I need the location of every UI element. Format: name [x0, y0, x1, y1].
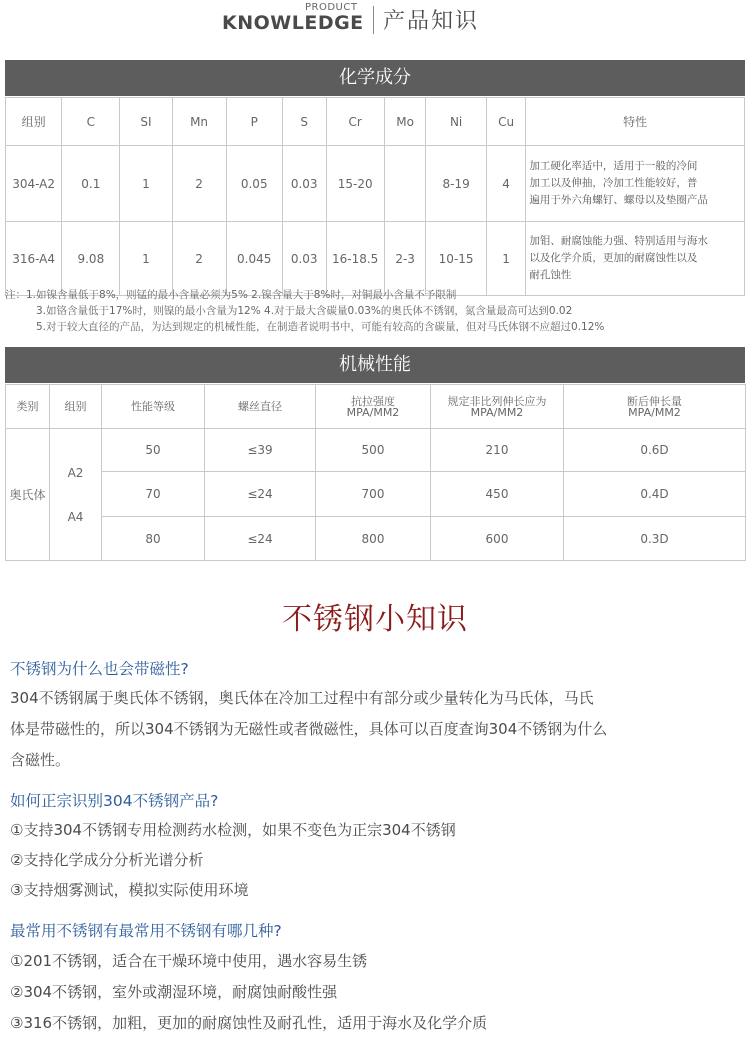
answer-line: ②支持化学成分分析光谱分析	[10, 851, 204, 869]
chem-cell: 8-19	[426, 146, 486, 222]
chem-cell: 0.045	[226, 222, 282, 296]
mech-cell: 0.3D	[564, 517, 746, 561]
chem-header-cell: Cu	[486, 98, 526, 146]
mech-header-line: 抗拉强度	[351, 394, 395, 408]
mech-cell: 210	[431, 429, 564, 472]
chem-cell: 10-15	[426, 222, 486, 296]
mech-cell: ≤24	[205, 472, 316, 517]
chem-row-304	[6, 146, 745, 222]
chem-desc-line: 加工以及伸抽，冷加工性能较好，普	[529, 177, 698, 189]
mech-cell: 500	[316, 429, 431, 472]
mech-row	[6, 472, 746, 517]
mech-header-cell: 螺丝直径	[205, 385, 316, 429]
chem-desc-cell	[526, 146, 745, 222]
answer-line: ②304不锈钢，室外或潮湿环境，耐腐蚀耐酸性强	[10, 983, 338, 1001]
chem-cell: 15-20	[326, 146, 384, 222]
chem-cell: 0.03	[282, 222, 326, 296]
chem-desc-line: 以及化学介质，更加的耐腐蚀性以及	[529, 252, 698, 264]
mech-cell: 50	[102, 429, 205, 472]
mech-section-title: 机械性能	[5, 347, 745, 383]
chem-desc-cell	[526, 222, 745, 296]
chem-header-cell: 组别	[6, 98, 62, 146]
chem-cell: 4	[486, 146, 526, 222]
mech-cell: 0.6D	[564, 429, 746, 472]
chem-note: 3.如铬含量低于17%时，则镍的最小含量为12% 4.对于最大含碳量0.03%的奥氏体不锈钢，氮含量最高可达到0.02	[36, 305, 573, 317]
chem-cell: 2	[172, 222, 226, 296]
mech-header-cell	[431, 385, 564, 429]
answer-line: ①201不锈钢，适合在干燥环境中使用，遇水容易生锈	[10, 952, 368, 970]
mech-header-line: MPA/MM2	[628, 405, 681, 419]
chem-cell: 0.05	[226, 146, 282, 222]
mech-cell: 450	[431, 472, 564, 517]
answer-line: 含磁性。	[10, 751, 71, 769]
answer-line: ①支持304不锈钢专用检测药水检测，如果不变色为正宗304不锈钢	[10, 821, 456, 839]
mech-cell: 80	[102, 517, 205, 561]
mech-group-cell	[50, 429, 102, 561]
chem-header-cell: Mo	[384, 98, 426, 146]
mech-cell: ≤24	[205, 517, 316, 561]
chem-note: 5.对于较大直径的产品，为达到规定的机械性能，在制造者说明书中，可能有较高的含碳量，但对马氏体钢不应超过0.12%	[36, 321, 605, 333]
chem-cell: 1	[120, 222, 172, 296]
chem-cell: 0.1	[62, 146, 120, 222]
chem-header-cell: SI	[120, 98, 172, 146]
question-heading: 如何正宗识别304不锈钢产品?	[10, 792, 219, 810]
header-knowledge-title: KNOWLEDGE	[222, 12, 364, 34]
chem-cell: 9.08	[62, 222, 120, 296]
header-divider	[373, 6, 374, 34]
mech-cell: 600	[431, 517, 564, 561]
chem-section-title: 化学成分	[5, 60, 745, 96]
knowledge-title: 不锈钢小知识	[282, 602, 468, 637]
chem-cell: 2	[172, 146, 226, 222]
mech-cell: ≤39	[205, 429, 316, 472]
mech-group-label: A2	[67, 465, 84, 480]
chem-header-cell: P	[226, 98, 282, 146]
chem-cell: 2-3	[384, 222, 426, 296]
mech-header-line: MPA/MM2	[470, 405, 524, 419]
mech-cell: 0.4D	[564, 472, 746, 517]
chem-row-316	[6, 222, 745, 296]
mech-header-cell: 类别	[6, 385, 50, 429]
mech-cell: 70	[102, 472, 205, 517]
mech-header-line: 规定非比列伸长应为	[447, 394, 547, 408]
chem-header-cell: Mn	[172, 98, 226, 146]
chem-header-row	[6, 98, 745, 146]
chem-cell: 0.03	[282, 146, 326, 222]
answer-line: 304不锈钢属于奥氏体不锈钢，奥氏体在冷加工过程中有部分或少量转化为马氏体，马氏	[10, 689, 594, 707]
mech-cell: 800	[316, 517, 431, 561]
mech-header-cell	[316, 385, 431, 429]
chem-cell	[384, 146, 426, 222]
mech-header-cell: 组别	[50, 385, 102, 429]
answer-line: ③316不锈钢，加粗，更加的耐腐蚀性及耐孔性，适用于海水及化学介质	[10, 1014, 488, 1032]
mech-header-line: 断后伸长量	[627, 394, 682, 408]
header-cn-title: 产品知识	[383, 9, 480, 34]
chem-desc-line: 遍用于外六角螺钉、螺母以及垫圈产品	[529, 194, 708, 206]
chem-table	[5, 97, 745, 296]
header-product-label: PRODUCT	[305, 2, 358, 13]
mech-type-cell: 奥氏体	[6, 429, 50, 561]
answer-line: ③支持烟雾测试，模拟实际使用环境	[10, 881, 249, 899]
chem-cell: 1	[486, 222, 526, 296]
mech-header-line: MPA/MM2	[346, 405, 400, 419]
chem-cell: 1	[120, 146, 172, 222]
chem-header-cell: 特性	[526, 98, 745, 146]
chem-header-cell: S	[282, 98, 326, 146]
question-heading: 不锈钢为什么也会带磁性?	[10, 660, 189, 678]
chem-cell: 16-18.5	[326, 222, 384, 296]
chem-desc-line: 耐孔蚀性	[529, 269, 572, 281]
question-heading: 最常用不锈钢有最常用不锈钢有哪几种?	[10, 922, 282, 940]
chem-cell: 304-A2	[6, 146, 62, 222]
mech-row	[6, 429, 746, 472]
mech-header-row	[6, 385, 746, 429]
mech-header-cell: 性能等级	[102, 385, 205, 429]
mech-group-label: A4	[67, 509, 84, 524]
chem-desc-line: 加钼、耐腐蚀能力强、特别适用与海水	[529, 235, 708, 247]
chem-header-cell: Cr	[326, 98, 384, 146]
mech-row	[6, 517, 746, 561]
chem-cell: 316-A4	[6, 222, 62, 296]
chem-header-cell: C	[62, 98, 120, 146]
mech-cell: 700	[316, 472, 431, 517]
mech-table	[5, 384, 746, 561]
chem-note: 注：1.如镍含量低于8%，则锰的最小含量必须为5% 2.镍含量大于8%时，对铜最小含量不予限制	[5, 289, 457, 301]
answer-line: 体是带磁性的，所以304不锈钢为无磁性或者微磁性，具体可以百度查询304不锈钢为什么	[10, 720, 608, 738]
chem-desc-line: 加工硬化率适中，适用于一般的冷间	[529, 160, 698, 172]
chem-header-cell: Ni	[426, 98, 486, 146]
mech-header-cell	[564, 385, 746, 429]
